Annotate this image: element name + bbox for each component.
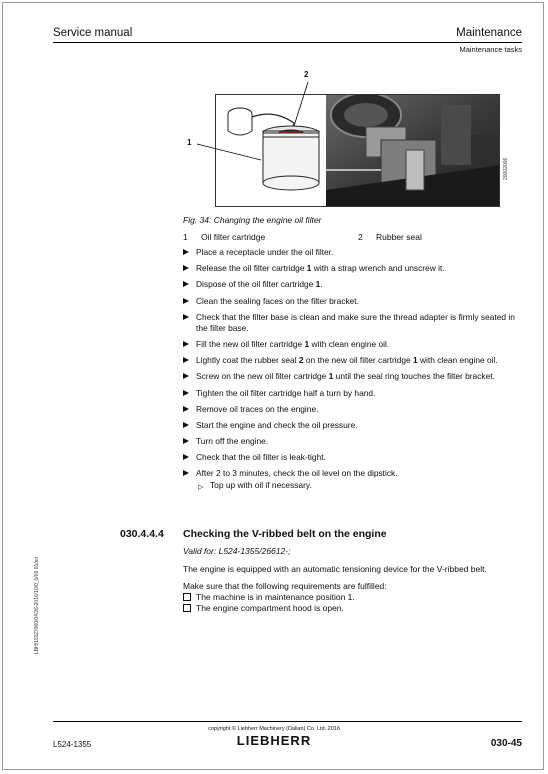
step-arrow-icon xyxy=(183,470,189,476)
callout-2-leader xyxy=(290,80,320,130)
step-arrow-icon xyxy=(183,390,189,396)
validity-note: Valid for: L524-1355/26612-; xyxy=(183,546,291,556)
step-arrow-icon xyxy=(183,281,189,287)
legend-label: Rubber seal xyxy=(376,232,422,242)
procedure-step: Turn off the engine. xyxy=(183,436,523,447)
footer-rule xyxy=(53,721,522,722)
page-number: 030-45 xyxy=(490,738,522,749)
procedure-step: Release the oil filter cartridge 1 with a strap wrench and unscrew it. xyxy=(183,263,523,274)
procedure-step: Clean the sealing faces on the filter bracket. xyxy=(183,296,523,307)
step-arrow-icon xyxy=(183,438,189,444)
legend-item-2 xyxy=(358,232,422,242)
step-arrow-icon xyxy=(183,406,189,412)
procedure-step: Dispose of the oil filter cartridge 1. xyxy=(183,279,523,290)
step-arrow-icon xyxy=(183,298,189,304)
footer-model: L524-1355 xyxy=(53,740,92,749)
requirement-item: The engine compartment hood is open. xyxy=(183,603,344,613)
procedure-steps xyxy=(183,247,523,491)
legend-number: 1 xyxy=(183,232,188,242)
callout-2: 2 xyxy=(304,70,309,79)
figure-caption: Fig. 34: Changing the engine oil filter xyxy=(183,215,322,225)
procedure-step: Remove oil traces on the engine. xyxy=(183,404,523,415)
checkbox-icon xyxy=(183,604,191,612)
procedure-step: After 2 to 3 minutes, check the oil level on the dipstick. xyxy=(183,468,523,479)
header-rule xyxy=(53,42,522,43)
procedure-substep: ▷ Top up with oil if necessary. xyxy=(198,479,312,491)
section-paragraph: Make sure that the following requirements are fulfilled: xyxy=(183,581,387,591)
step-arrow-icon xyxy=(183,265,189,271)
callout-1: 1 xyxy=(187,138,192,147)
procedure-step: Check that the filter base is clean and make sure the thread adapter is firmly seated in the filter base. xyxy=(183,312,523,334)
header-manual-title: Service manual xyxy=(53,27,133,39)
step-arrow-icon xyxy=(183,373,189,379)
step-arrow-icon xyxy=(183,249,189,255)
document-code: LBH/11927060/04/26-2016/10/0_0/03.01/en xyxy=(34,556,40,654)
callout-1-leader xyxy=(195,140,265,170)
legend-number: 2 xyxy=(358,232,363,242)
step-arrow-icon xyxy=(183,422,189,428)
section-paragraph: The engine is equipped with an automatic tensioning device for the V-ribbed belt. xyxy=(183,564,487,574)
procedure-step: Tighten the oil filter cartridge half a turn by hand. xyxy=(183,388,523,399)
section-number: 030.4.4.4 xyxy=(120,528,164,540)
step-arrow-icon xyxy=(183,357,189,363)
procedure-step: Start the engine and check the oil pressure. xyxy=(183,420,523,431)
header-subsection: Maintenance tasks xyxy=(459,45,522,54)
procedure-step: Check that the oil filter is leak-tight. xyxy=(183,452,523,463)
step-arrow-icon xyxy=(183,341,189,347)
legend-item-1 xyxy=(183,232,265,242)
requirement-item: The machine is in maintenance position 1. xyxy=(183,592,355,602)
step-arrow-icon xyxy=(183,454,189,460)
procedure-step: Fill the new oil filter cartridge 1 with clean engine oil. xyxy=(183,339,523,350)
checkbox-icon xyxy=(183,593,191,601)
step-arrow-icon xyxy=(183,314,189,320)
procedure-step: Place a receptacle under the oil filter. xyxy=(183,247,523,258)
procedure-step: Lightly coat the rubber seal 2 on the new oil filter cartridge 1 with clean engine oil. xyxy=(183,355,523,366)
copyright-notice: copyright © Liebherr Machinery (Dalian) Co. Ltd. 2016 xyxy=(208,726,340,732)
header-chapter-title: Maintenance xyxy=(456,27,522,39)
section-title: Checking the V-ribbed belt on the engine xyxy=(183,528,387,540)
result-arrow-icon: ▷ xyxy=(198,483,204,491)
procedure-step: Screw on the new oil filter cartridge 1 until the seal ring touches the filter bracket. xyxy=(183,371,523,382)
liebherr-logo: LIEBHERR xyxy=(236,733,312,748)
legend-label: Oil filter cartridge xyxy=(201,232,266,242)
figure-id: 20002006 xyxy=(503,157,509,180)
